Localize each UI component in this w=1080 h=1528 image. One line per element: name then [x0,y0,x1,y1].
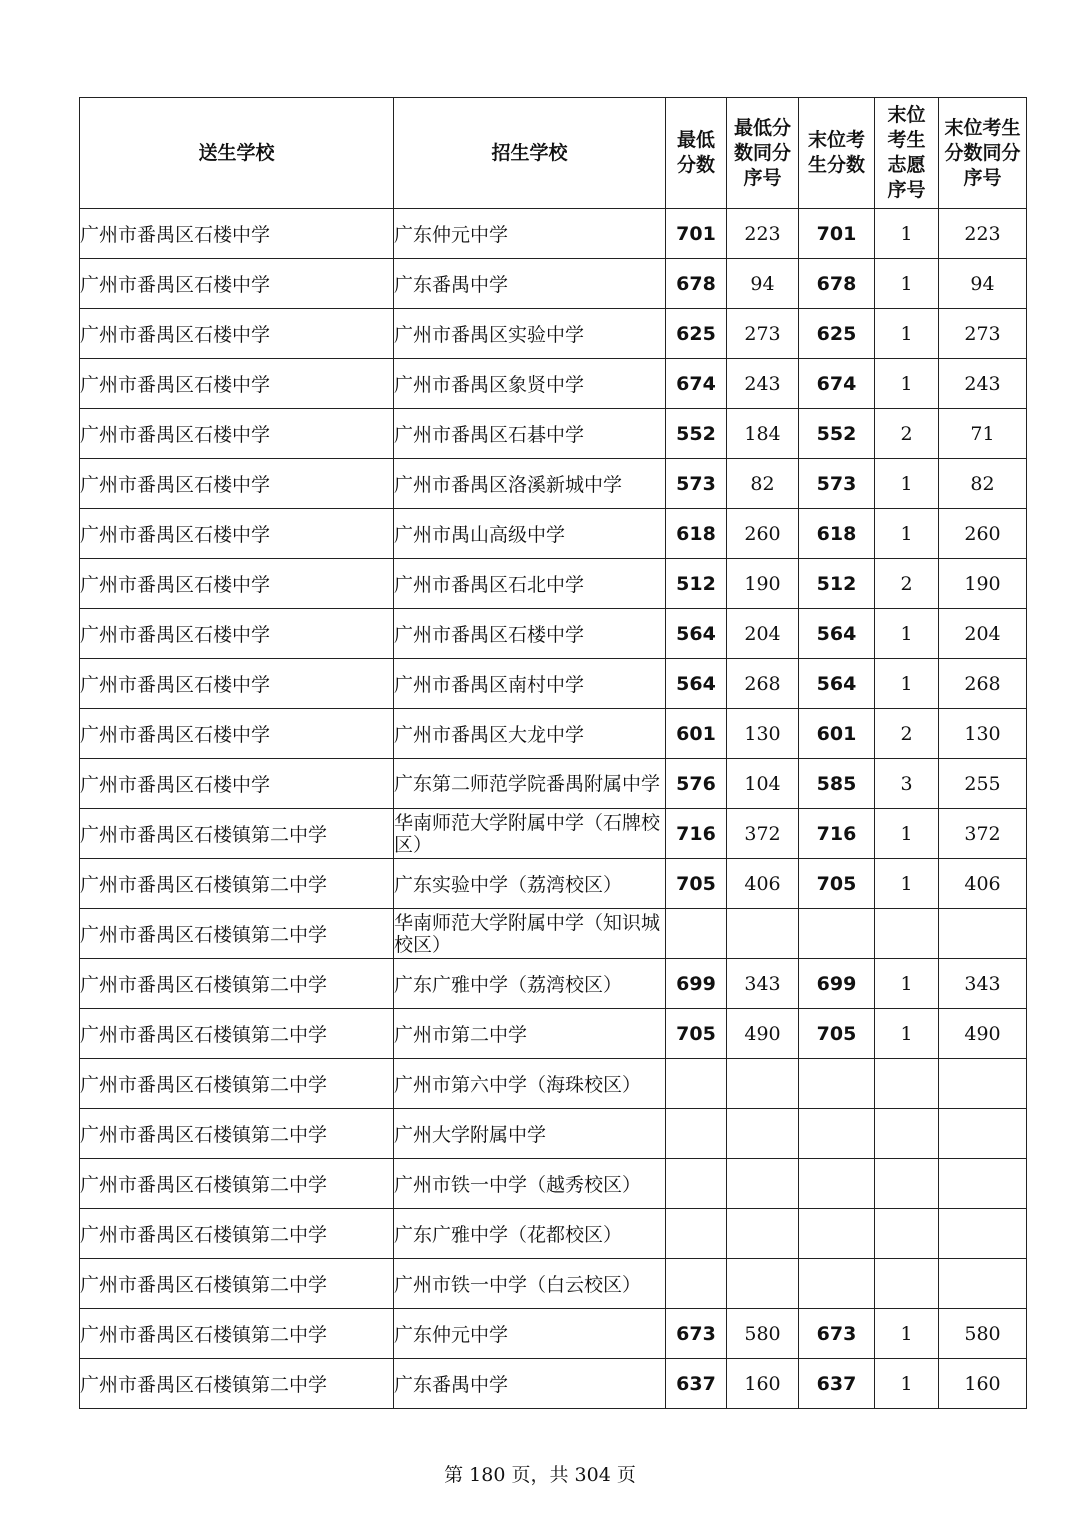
send-school-cell: 广州市番禺区石楼中学 [80,509,394,559]
header-last-score: 末位考 生分数 [799,98,875,209]
last-score-cell: 564 [799,609,875,659]
last-pref-cell [875,1109,939,1159]
send-school-cell: 广州市番禺区石楼中学 [80,459,394,509]
table-row [80,759,1027,809]
last-rank-cell: 255 [939,759,1027,809]
last-score-cell: 601 [799,709,875,759]
send-school-cell: 广州市番禺区石楼中学 [80,359,394,409]
table-row [80,659,1027,709]
send-school-cell: 广州市番禺区石楼镇第二中学 [80,1009,394,1059]
last-pref-cell: 1 [875,959,939,1009]
last-pref-cell [875,909,939,959]
min-rank-cell [727,1109,799,1159]
recv-school-cell: 广州市番禺区洛溪新城中学 [394,459,666,509]
last-pref-cell: 1 [875,859,939,909]
table-row [80,359,1027,409]
last-rank-cell: 160 [939,1359,1027,1409]
last-score-cell: 625 [799,309,875,359]
last-rank-cell: 260 [939,509,1027,559]
last-rank-cell: 94 [939,259,1027,309]
send-school-cell: 广州市番禺区石楼中学 [80,309,394,359]
last-pref-cell: 1 [875,259,939,309]
min-rank-cell: 343 [727,959,799,1009]
last-score-cell: 585 [799,759,875,809]
last-score-cell [799,1109,875,1159]
recv-school-cell: 广州市铁一中学（越秀校区） [394,1159,666,1209]
last-pref-cell: 1 [875,509,939,559]
table-row [80,709,1027,759]
last-rank-cell: 82 [939,459,1027,509]
last-pref-cell [875,1209,939,1259]
min-rank-cell [727,1259,799,1309]
last-rank-cell: 223 [939,209,1027,259]
last-score-cell [799,909,875,959]
header-send-school: 送生学校 [80,98,394,209]
last-rank-cell [939,1159,1027,1209]
min-rank-cell: 130 [727,709,799,759]
send-school-cell: 广州市番禺区石楼镇第二中学 [80,859,394,909]
last-score-cell: 705 [799,859,875,909]
min-rank-cell [727,1209,799,1259]
header-last-rank: 末位考生 分数同分 序号 [939,98,1027,209]
last-rank-cell: 273 [939,309,1027,359]
recv-school-cell: 广州大学附属中学 [394,1109,666,1159]
last-pref-cell: 1 [875,359,939,409]
last-rank-cell: 490 [939,1009,1027,1059]
min-score-cell: 705 [666,859,727,909]
last-rank-cell [939,1259,1027,1309]
header-min-score: 最低 分数 [666,98,727,209]
last-score-cell: 674 [799,359,875,409]
min-rank-cell: 490 [727,1009,799,1059]
min-rank-cell [727,909,799,959]
last-score-cell: 673 [799,1309,875,1359]
last-rank-cell: 268 [939,659,1027,709]
last-score-cell: 699 [799,959,875,1009]
last-rank-cell [939,1059,1027,1109]
table-row [80,809,1027,859]
last-pref-cell: 1 [875,1359,939,1409]
recv-school-cell: 广州市番禺区石碁中学 [394,409,666,459]
table-row [80,409,1027,459]
last-rank-cell: 343 [939,959,1027,1009]
last-pref-cell: 3 [875,759,939,809]
last-rank-cell: 406 [939,859,1027,909]
min-score-cell: 564 [666,659,727,709]
table-row [80,1109,1027,1159]
last-rank-cell [939,1209,1027,1259]
min-rank-cell: 580 [727,1309,799,1359]
last-pref-cell: 2 [875,559,939,609]
last-score-cell: 705 [799,1009,875,1059]
send-school-cell: 广州市番禺区石楼中学 [80,709,394,759]
min-rank-cell: 273 [727,309,799,359]
last-pref-cell: 1 [875,459,939,509]
header-min-rank: 最低分 数同分 序号 [727,98,799,209]
min-rank-cell: 223 [727,209,799,259]
last-pref-cell [875,1059,939,1109]
last-pref-cell [875,1159,939,1209]
recv-school-cell: 广州市番禺区石楼中学 [394,609,666,659]
send-school-cell: 广州市番禺区石楼中学 [80,259,394,309]
min-score-cell: 573 [666,459,727,509]
last-score-cell: 564 [799,659,875,709]
send-school-cell: 广州市番禺区石楼镇第二中学 [80,1109,394,1159]
last-pref-cell: 1 [875,1309,939,1359]
last-rank-cell: 580 [939,1309,1027,1359]
min-score-cell [666,1259,727,1309]
recv-school-cell: 广东广雅中学（花都校区） [394,1209,666,1259]
last-score-cell [799,1159,875,1209]
recv-school-cell: 广东番禺中学 [394,1359,666,1409]
send-school-cell: 广州市番禺区石楼镇第二中学 [80,1259,394,1309]
table-row [80,909,1027,959]
recv-school-cell: 华南师范大学附属中学（石牌校区） [394,809,666,859]
last-score-cell: 573 [799,459,875,509]
min-rank-cell: 94 [727,259,799,309]
last-rank-cell: 204 [939,609,1027,659]
last-pref-cell: 1 [875,809,939,859]
last-pref-cell [875,1259,939,1309]
send-school-cell: 广州市番禺区石楼镇第二中学 [80,1209,394,1259]
recv-school-cell: 广东仲元中学 [394,209,666,259]
min-score-cell: 716 [666,809,727,859]
min-score-cell: 678 [666,259,727,309]
table-row [80,459,1027,509]
last-score-cell [799,1259,875,1309]
table-row [80,1159,1027,1209]
send-school-cell: 广州市番禺区石楼镇第二中学 [80,959,394,1009]
min-score-cell: 705 [666,1009,727,1059]
last-pref-cell: 1 [875,1009,939,1059]
table-row [80,1209,1027,1259]
last-rank-cell: 130 [939,709,1027,759]
table-row [80,1059,1027,1109]
recv-school-cell: 广州市番禺区大龙中学 [394,709,666,759]
min-score-cell: 552 [666,409,727,459]
table-row [80,1309,1027,1359]
last-rank-cell [939,1109,1027,1159]
header-last-pref: 末位 考生 志愿 序号 [875,98,939,209]
recv-school-cell: 广东实验中学（荔湾校区） [394,859,666,909]
last-rank-cell: 71 [939,409,1027,459]
min-score-cell: 601 [666,709,727,759]
recv-school-cell: 广东番禺中学 [394,259,666,309]
min-rank-cell: 260 [727,509,799,559]
header-row [80,98,1027,209]
min-score-cell: 618 [666,509,727,559]
table-row [80,509,1027,559]
send-school-cell: 广州市番禺区石楼镇第二中学 [80,1159,394,1209]
table-row [80,559,1027,609]
min-rank-cell: 268 [727,659,799,709]
send-school-cell: 广州市番禺区石楼中学 [80,409,394,459]
send-school-cell: 广州市番禺区石楼镇第二中学 [80,909,394,959]
page-footer: 第 180 页，共 304 页 [444,1464,636,1486]
recv-school-cell: 广东仲元中学 [394,1309,666,1359]
last-score-cell: 512 [799,559,875,609]
min-score-cell [666,1209,727,1259]
last-pref-cell: 1 [875,659,939,709]
recv-school-cell: 广东广雅中学（荔湾校区） [394,959,666,1009]
last-score-cell: 678 [799,259,875,309]
send-school-cell: 广州市番禺区石楼镇第二中学 [80,1059,394,1109]
send-school-cell: 广州市番禺区石楼中学 [80,759,394,809]
min-score-cell: 673 [666,1309,727,1359]
min-score-cell [666,909,727,959]
min-rank-cell [727,1159,799,1209]
min-rank-cell: 190 [727,559,799,609]
table-row [80,209,1027,259]
min-score-cell: 674 [666,359,727,409]
recv-school-cell: 广东第二师范学院番禺附属中学 [394,759,666,809]
send-school-cell: 广州市番禺区石楼中学 [80,609,394,659]
last-score-cell: 716 [799,809,875,859]
min-rank-cell: 204 [727,609,799,659]
last-score-cell: 552 [799,409,875,459]
last-rank-cell: 243 [939,359,1027,409]
table-row [80,1259,1027,1309]
table-row [80,959,1027,1009]
last-score-cell: 618 [799,509,875,559]
last-score-cell [799,1059,875,1109]
send-school-cell: 广州市番禺区石楼镇第二中学 [80,1309,394,1359]
last-rank-cell: 190 [939,559,1027,609]
last-score-cell [799,1209,875,1259]
table-row [80,259,1027,309]
min-rank-cell: 406 [727,859,799,909]
last-rank-cell: 372 [939,809,1027,859]
min-score-cell [666,1159,727,1209]
send-school-cell: 广州市番禺区石楼中学 [80,659,394,709]
min-score-cell [666,1109,727,1159]
recv-school-cell: 广州市番禺区南村中学 [394,659,666,709]
recv-school-cell: 广州市番禺区象贤中学 [394,359,666,409]
last-pref-cell: 2 [875,409,939,459]
min-rank-cell: 160 [727,1359,799,1409]
recv-school-cell: 广州市第六中学（海珠校区） [394,1059,666,1109]
table-row [80,1009,1027,1059]
min-rank-cell: 104 [727,759,799,809]
min-score-cell [666,1059,727,1109]
send-school-cell: 广州市番禺区石楼镇第二中学 [80,809,394,859]
min-rank-cell [727,1059,799,1109]
header-recv-school: 招生学校 [394,98,666,209]
table-body [80,209,1027,1409]
send-school-cell: 广州市番禺区石楼中学 [80,559,394,609]
send-school-cell: 广州市番禺区石楼中学 [80,209,394,259]
min-rank-cell: 82 [727,459,799,509]
admission-table [79,97,1027,1409]
min-rank-cell: 372 [727,809,799,859]
last-pref-cell: 1 [875,309,939,359]
table-row [80,609,1027,659]
recv-school-cell: 广州市番禺区实验中学 [394,309,666,359]
recv-school-cell: 华南师范大学附属中学（知识城校区） [394,909,666,959]
recv-school-cell: 广州市番禺区石北中学 [394,559,666,609]
last-pref-cell: 1 [875,609,939,659]
min-score-cell: 625 [666,309,727,359]
recv-school-cell: 广州市铁一中学（白云校区） [394,1259,666,1309]
last-score-cell: 637 [799,1359,875,1409]
min-rank-cell: 184 [727,409,799,459]
recv-school-cell: 广州市禺山高级中学 [394,509,666,559]
last-score-cell: 701 [799,209,875,259]
min-score-cell: 699 [666,959,727,1009]
table-row [80,859,1027,909]
last-pref-cell: 2 [875,709,939,759]
min-score-cell: 701 [666,209,727,259]
recv-school-cell: 广州市第二中学 [394,1009,666,1059]
min-score-cell: 637 [666,1359,727,1409]
min-rank-cell: 243 [727,359,799,409]
last-pref-cell: 1 [875,209,939,259]
table-row [80,1359,1027,1409]
min-score-cell: 564 [666,609,727,659]
send-school-cell: 广州市番禺区石楼镇第二中学 [80,1359,394,1409]
last-rank-cell [939,909,1027,959]
min-score-cell: 512 [666,559,727,609]
table-row [80,309,1027,359]
min-score-cell: 576 [666,759,727,809]
